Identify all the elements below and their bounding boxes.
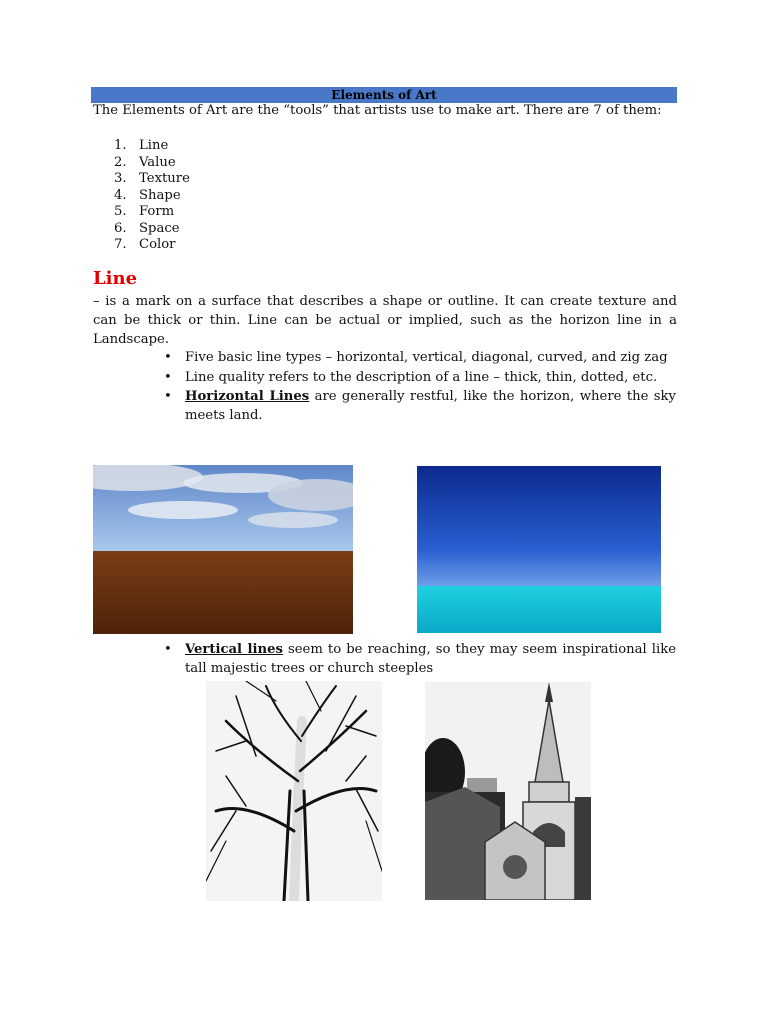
bullet-item: [164, 641, 676, 678]
bullet-text: Line quality refers to the description of a line – thick, thin, dotted, etc.: [185, 369, 658, 385]
bullet-icon: •: [164, 350, 172, 365]
list-number: 1.: [114, 138, 127, 153]
list-item: [114, 138, 190, 155]
list-item: [114, 188, 190, 205]
list-number: 6.: [114, 220, 127, 236]
bullet-text: are generally restful, like the horizon, where the sky meets land.: [185, 389, 676, 423]
list-label: Value: [139, 154, 176, 170]
list-label: Texture: [139, 171, 190, 186]
intro-text: The Elements of Art are the “tools” that artists use to make art. There are 7 of them:: [93, 103, 662, 118]
bullet-icon: •: [164, 369, 172, 385]
bullet-bold-term: Vertical lines: [185, 642, 283, 657]
vertical-lines-bullets: [164, 641, 676, 679]
bullet-icon: •: [164, 642, 172, 657]
bullet-bold-term: Horizontal Lines: [185, 389, 310, 404]
bullet-icon: •: [164, 389, 172, 404]
list-item: [114, 155, 190, 172]
tall-tree-photo: [206, 681, 382, 901]
line-bullets: [164, 349, 676, 426]
list-number: 2.: [114, 154, 127, 170]
prairie-horizon-photo: [93, 465, 353, 634]
section-heading-line: Line: [93, 268, 138, 289]
list-number: 3.: [114, 171, 127, 186]
line-definition: – is a mark on a surface that describes a shape or outline. It can create texture and can be thick or thin. Line can be actual or implied, such as the horizon line in a Landscape.: [93, 294, 677, 347]
list-number: 5.: [114, 204, 127, 219]
list-label: Form: [139, 204, 175, 219]
list-label: Space: [139, 220, 180, 236]
elements-list: [114, 138, 190, 254]
list-label: Shape: [139, 187, 181, 203]
document-title: Elements of Art: [91, 87, 677, 103]
bullet-item: [164, 388, 676, 425]
list-number: 4.: [114, 187, 127, 203]
list-item: [114, 171, 190, 188]
church-steeple-photo: [425, 682, 591, 900]
bullet-item: [164, 349, 676, 368]
bullet-text: seem to be reaching, so they may seem inspirational like tall majestic trees or church steeples: [185, 642, 676, 676]
ocean-horizon-photo: [417, 466, 661, 633]
list-label: Color: [139, 237, 176, 252]
list-item: [114, 221, 190, 238]
bullet-item: [164, 369, 676, 388]
list-label: Line: [139, 138, 169, 153]
list-item: [114, 204, 190, 221]
bullet-text: Five basic line types – horizontal, vertical, diagonal, curved, and zig zag: [185, 350, 668, 365]
list-number: 7.: [114, 237, 127, 252]
list-item: [114, 237, 190, 254]
